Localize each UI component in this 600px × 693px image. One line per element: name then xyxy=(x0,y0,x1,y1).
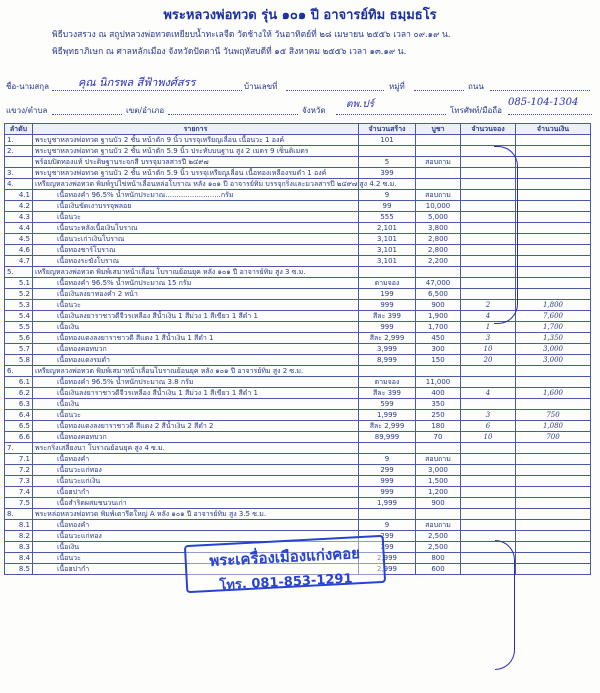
row-index: 7. xyxy=(5,443,33,454)
row-amount[interactable] xyxy=(516,135,591,146)
row-item: เนื้อทองแดงลงยาราชาวดี สีแดง 1 สีน้ำเงิน 1 สีดำ 1 xyxy=(33,333,359,344)
row-index: 1. xyxy=(5,135,33,146)
row-item: พระหล่อหลวงพ่อทวด พิมพ์เตารีดใหญ่ A หลัง ๑๐๑ ปี อาจารย์ทิม สูง 3.5 ซ.ม. xyxy=(33,509,359,520)
house-label: บ้านเลขที่ xyxy=(244,82,278,91)
row-item: พระกริ่งเสลี่ยงนา โบราณย้อนยุค สูง 4 ซ.ม. xyxy=(33,443,359,454)
shop-stamp xyxy=(184,535,386,593)
table-row xyxy=(5,399,591,410)
row-quantity: 2,101 xyxy=(359,223,416,234)
row-price: 2,800 xyxy=(416,245,461,256)
row-quantity xyxy=(359,146,416,157)
row-index: 6.5 xyxy=(5,421,33,432)
row-index: 4. xyxy=(5,179,33,190)
row-amount[interactable]: 750 xyxy=(516,410,591,421)
row-quantity: 9 xyxy=(359,190,416,201)
row-reserve[interactable] xyxy=(461,531,516,542)
row-amount[interactable]: 1,350 xyxy=(516,333,591,344)
row-quantity: 3,101 xyxy=(359,256,416,267)
row-index: 7.3 xyxy=(5,476,33,487)
row-price: 400 xyxy=(416,388,461,399)
row-amount[interactable]: 3,000 xyxy=(516,355,591,366)
table-row xyxy=(5,498,591,509)
table-row xyxy=(5,443,591,454)
row-quantity: 3,101 xyxy=(359,234,416,245)
row-index: 2. xyxy=(5,146,33,157)
row-quantity: สีละ 399 xyxy=(359,388,416,399)
row-reserve[interactable] xyxy=(461,366,516,377)
row-amount[interactable] xyxy=(516,278,591,289)
row-price: 47,000 xyxy=(416,278,461,289)
row-index: 5.5 xyxy=(5,322,33,333)
row-index: 3. xyxy=(5,168,33,179)
row-quantity: 89,999 xyxy=(359,432,416,443)
row-reserve[interactable] xyxy=(461,135,516,146)
row-item: พร้อมปิดทองแท้ ประดิษฐานระจกสี บรรจุมวลสารปี ๒๔๙๗ xyxy=(33,157,359,168)
row-reserve[interactable]: 4 xyxy=(461,311,516,322)
handwritten-bracket xyxy=(494,146,518,324)
row-amount[interactable] xyxy=(516,256,591,267)
row-index: 6.1 xyxy=(5,377,33,388)
province-label: จังหวัด xyxy=(302,106,326,115)
row-reserve[interactable]: 6 xyxy=(461,421,516,432)
row-amount[interactable] xyxy=(516,234,591,245)
table-row xyxy=(5,432,591,443)
district-label: เขต/อำเภอ xyxy=(126,106,165,115)
row-price: 3,000 xyxy=(416,465,461,476)
row-price: 900 xyxy=(416,498,461,509)
row-index: 5. xyxy=(5,267,33,278)
row-index: 4.4 xyxy=(5,223,33,234)
phone-label: โทรศัพท์/มือถือ xyxy=(450,106,502,115)
row-amount[interactable] xyxy=(516,245,591,256)
row-price: 350 xyxy=(416,399,461,410)
name-value[interactable]: คุณ นิกรพล สีฟ้าพงศ์สรร xyxy=(78,76,196,89)
row-price: 900 xyxy=(416,300,461,311)
row-index: 7.5 xyxy=(5,498,33,509)
row-item: เหรียญหลวงพ่อทวด พิมพ์รูปไข่หน้าเลื่อนหล่อโบราณ หลัง ๑๐๑ ปี อาจารย์ทิม บรรจุกริ่งและมวลสารปี ๒๔๙๗ สูง 4.2 ซ.ม. xyxy=(33,179,359,190)
row-price xyxy=(416,509,461,520)
row-index: 7.4 xyxy=(5,487,33,498)
table-row xyxy=(5,355,591,366)
row-price xyxy=(416,168,461,179)
row-quantity xyxy=(359,509,416,520)
road-line[interactable] xyxy=(490,90,590,91)
row-reserve[interactable]: 10 xyxy=(461,344,516,355)
row-amount[interactable] xyxy=(516,487,591,498)
row-price xyxy=(416,135,461,146)
row-index: 8.3 xyxy=(5,542,33,553)
row-item: เนื้อเงิน xyxy=(33,399,359,410)
row-amount[interactable]: 1,800 xyxy=(516,300,591,311)
row-index: 5.8 xyxy=(5,355,33,366)
row-quantity: 399 xyxy=(359,168,416,179)
row-index: 8.5 xyxy=(5,564,33,575)
row-reserve[interactable] xyxy=(461,487,516,498)
moo-line[interactable] xyxy=(414,90,464,91)
row-item: เนื้อเงิน xyxy=(33,322,359,333)
row-quantity: 299 xyxy=(359,465,416,476)
row-quantity: 1,999 xyxy=(359,498,416,509)
row-quantity: 599 xyxy=(359,399,416,410)
col-header-price: บูชา xyxy=(416,124,461,135)
row-price: 180 xyxy=(416,421,461,432)
row-reserve[interactable] xyxy=(461,509,516,520)
row-index: 4.2 xyxy=(5,201,33,212)
row-amount[interactable] xyxy=(516,267,591,278)
row-amount[interactable] xyxy=(516,542,591,553)
row-quantity: 3,999 xyxy=(359,344,416,355)
row-price: 2,800 xyxy=(416,234,461,245)
col-header-index: ลำดับ xyxy=(5,124,33,135)
row-index: 5.1 xyxy=(5,278,33,289)
row-quantity: 2,999 xyxy=(359,564,416,575)
table-row xyxy=(5,388,591,399)
row-item: เนื้อเงินลงยาราชาวดีจีวรเหลือง สีน้ำเงิน 1 สีม่วง 1 สีเขียว 1 สีดำ 1 xyxy=(33,388,359,399)
stamp-shop-name: พระเครื่องเมืองแก่งคอย xyxy=(208,544,361,570)
row-item: เนื้อทองคำ xyxy=(33,454,359,465)
row-amount[interactable] xyxy=(516,520,591,531)
row-reserve[interactable] xyxy=(461,377,516,388)
row-item: เนื้อทองคำ 96.5% น้ำหนักประมาณ.........................กรัม xyxy=(33,190,359,201)
row-price: 800 xyxy=(416,553,461,564)
row-item: เนื้อทองคอทบวก xyxy=(33,432,359,443)
row-amount[interactable] xyxy=(516,564,591,575)
row-amount[interactable] xyxy=(516,443,591,454)
row-amount[interactable] xyxy=(516,498,591,509)
row-quantity: สีละ 2,999 xyxy=(359,333,416,344)
row-item: เหรียญหลวงพ่อทวด พิมพ์เสมาหน้าเลื่อน โบราณย้อนยุค หลัง ๑๐๑ ปี อาจารย์ทิม สูง 3 ซ.ม. xyxy=(33,267,359,278)
table-row xyxy=(5,465,591,476)
row-item: เนื้อนวะ xyxy=(33,553,359,564)
row-item: เนื้อเงินลงยาราชาวดีจีวรเหลือง สีน้ำเงิน 1 สีม่วง 1 สีเขียว 1 สีดำ 1 xyxy=(33,311,359,322)
moo-label: หมู่ที่ xyxy=(389,82,405,91)
row-item: เนื้อทองคำ 96.5% น้ำหนักประมาณ 15 กรัม xyxy=(33,278,359,289)
ceremony-line-1: พิธีบวงสรวง ณ สถูปหลวงพ่อทวดเหยียบน้ำทะเลจืด วัดช้างให้ วันอาทิตย์ที่ ๒๘ เมษายน ๒๕๕๖ เวลา ๐๙.๑๙ น. xyxy=(52,30,451,40)
row-item: เนื้อทองคอทบวก xyxy=(33,344,359,355)
row-amount[interactable] xyxy=(516,223,591,234)
row-index: 4.5 xyxy=(5,234,33,245)
row-reserve[interactable]: 1 xyxy=(461,322,516,333)
row-item: เนื้อทองแดงรมดำ xyxy=(33,355,359,366)
row-item: เนื้อนวะแก่เงิน xyxy=(33,476,359,487)
table-row xyxy=(5,135,591,146)
row-amount[interactable] xyxy=(516,366,591,377)
row-price: 600 xyxy=(416,564,461,575)
row-index: 6.2 xyxy=(5,388,33,399)
row-price: 2,200 xyxy=(416,256,461,267)
row-index: 5.3 xyxy=(5,300,33,311)
phone-line xyxy=(508,114,592,115)
row-amount[interactable] xyxy=(516,509,591,520)
district-line[interactable] xyxy=(168,114,298,115)
row-item: เนื้อเงิน xyxy=(33,542,359,553)
row-quantity: 5 xyxy=(359,157,416,168)
row-item: เหรียญหลวงพ่อทวด พิมพ์เสมาหน้าเลื่อนโบราณย้อนยุค หลัง ๑๐๑ ปี อาจารย์ทิม สูง 2 ซ.ม. xyxy=(33,366,359,377)
table-row xyxy=(5,377,591,388)
row-amount[interactable]: 3,000 xyxy=(516,344,591,355)
row-price: สอบถาม xyxy=(416,190,461,201)
house-line[interactable] xyxy=(286,90,384,91)
table-row xyxy=(5,366,591,377)
row-reserve[interactable]: 2 xyxy=(461,300,516,311)
phone-value[interactable]: 085-104-1304 xyxy=(508,97,579,108)
row-quantity: 9 xyxy=(359,454,416,465)
row-reserve[interactable]: 10 xyxy=(461,432,516,443)
col-header-reserve: จำนวนจอง xyxy=(461,124,516,135)
row-index: 4.7 xyxy=(5,256,33,267)
row-reserve[interactable] xyxy=(461,498,516,509)
table-row xyxy=(5,509,591,520)
row-index: 8.2 xyxy=(5,531,33,542)
row-index xyxy=(5,157,33,168)
row-quantity: 999 xyxy=(359,300,416,311)
row-index: 8. xyxy=(5,509,33,520)
row-quantity: 101 xyxy=(359,135,416,146)
table-row xyxy=(5,421,591,432)
row-item: เนื้อทองชาร์โบราณ xyxy=(33,245,359,256)
row-reserve[interactable] xyxy=(461,476,516,487)
row-reserve[interactable] xyxy=(461,465,516,476)
row-index: 6. xyxy=(5,366,33,377)
table-row xyxy=(5,454,591,465)
row-amount[interactable] xyxy=(516,553,591,564)
row-item: เนื้อนวะ xyxy=(33,212,359,223)
row-index: 7.1 xyxy=(5,454,33,465)
row-reserve[interactable] xyxy=(461,454,516,465)
row-price: สอบถาม xyxy=(416,520,461,531)
row-amount[interactable] xyxy=(516,454,591,465)
row-price xyxy=(416,179,461,190)
table-header-row xyxy=(5,124,591,135)
table-row xyxy=(5,520,591,531)
row-amount[interactable]: 1,080 xyxy=(516,421,591,432)
ceremony-line-2: พิธีพุทธาภิเษก ณ ศาลหลักเมือง จังหวัดปัตตานี วันพฤหัสบดีที่ ๑๕ สิงหาคม ๒๕๕๖ เวลา ๑๓.๑๙ น. xyxy=(52,47,407,57)
row-quantity: ตามจอง xyxy=(359,278,416,289)
row-price: สอบถาม xyxy=(416,157,461,168)
stamp-phone: โทร. 081-853-1291 xyxy=(219,571,353,594)
row-index: 5.7 xyxy=(5,344,33,355)
row-amount[interactable]: 7,600 xyxy=(516,311,591,322)
row-price: 5,000 xyxy=(416,212,461,223)
row-reserve[interactable]: 20 xyxy=(461,355,516,366)
row-price: 2,500 xyxy=(416,531,461,542)
row-amount[interactable] xyxy=(516,168,591,179)
row-item: เนื้อทองคำ xyxy=(33,520,359,531)
row-amount[interactable] xyxy=(516,377,591,388)
row-reserve[interactable] xyxy=(461,443,516,454)
row-price: 2,500 xyxy=(416,542,461,553)
row-item: เนื้อสำริดผสมชนวนเก่า xyxy=(33,498,359,509)
row-index: 7.2 xyxy=(5,465,33,476)
row-quantity: 3,101 xyxy=(359,245,416,256)
subdistrict-label: แขวง/ตำบล xyxy=(6,106,48,115)
handwritten-bracket-2 xyxy=(495,540,515,670)
col-header-quantity: จำนวนสร้าง xyxy=(359,124,416,135)
table-row xyxy=(5,333,591,344)
row-index: 4.1 xyxy=(5,190,33,201)
province-value[interactable]: ตพ.ปร์ xyxy=(346,99,374,110)
row-price: 70 xyxy=(416,432,461,443)
row-quantity: 999 xyxy=(359,322,416,333)
row-item: เนื้อทองระฆังโบราณ xyxy=(33,256,359,267)
table-row xyxy=(5,410,591,421)
row-quantity: 199 xyxy=(359,289,416,300)
row-reserve[interactable]: 3 xyxy=(461,333,516,344)
row-item: พระบูชาหลวงพ่อทวด ฐานบัว 2 ชั้น หน้าตัก 5.9 นิ้ว บรรจุเหรียญเลื่อน เนื้อทองเหลืองรมดำ 1 องค์ xyxy=(33,168,359,179)
row-index: 6.3 xyxy=(5,399,33,410)
row-amount[interactable]: 1,600 xyxy=(516,388,591,399)
row-price: 1,900 xyxy=(416,311,461,322)
row-price: 1,200 xyxy=(416,487,461,498)
row-amount[interactable]: 1,700 xyxy=(516,322,591,333)
row-item: เนื้อเงินลงยาทองคำ 2 หน้า xyxy=(33,289,359,300)
row-price xyxy=(416,443,461,454)
row-quantity: สีละ 2,999 xyxy=(359,421,416,432)
page-title: พระหลวงพ่อทวด รุ่น ๑๐๑ ปี อาจารย์ทิม ธมฺมธโร xyxy=(163,8,437,23)
row-index: 6.6 xyxy=(5,432,33,443)
row-item: เนื้อเงินขัดเงาบรรจุพลอย xyxy=(33,201,359,212)
row-price: 3,800 xyxy=(416,223,461,234)
row-price: 6,500 xyxy=(416,289,461,300)
row-item: เนื้อทองคำ 96.5% น้ำหนักประมาณ 3.8 กรัม xyxy=(33,377,359,388)
row-reserve[interactable] xyxy=(461,399,516,410)
row-quantity: 999 xyxy=(359,487,416,498)
row-index: 4.3 xyxy=(5,212,33,223)
row-quantity: 555 xyxy=(359,212,416,223)
row-quantity: 999 xyxy=(359,476,416,487)
row-quantity: 99 xyxy=(359,201,416,212)
row-amount[interactable] xyxy=(516,212,591,223)
col-header-item: รายการ xyxy=(33,124,359,135)
row-index: 4.6 xyxy=(5,245,33,256)
row-reserve[interactable]: 4 xyxy=(461,388,516,399)
row-price: 1,700 xyxy=(416,322,461,333)
row-amount[interactable] xyxy=(516,179,591,190)
road-label: ถนน xyxy=(468,82,484,91)
table-row xyxy=(5,487,591,498)
row-quantity: ตามจอง xyxy=(359,377,416,388)
row-price: 10,000 xyxy=(416,201,461,212)
row-index: 8.1 xyxy=(5,520,33,531)
row-amount[interactable] xyxy=(516,146,591,157)
row-reserve[interactable] xyxy=(461,520,516,531)
row-amount[interactable] xyxy=(516,201,591,212)
row-index: 5.6 xyxy=(5,333,33,344)
row-index: 5.2 xyxy=(5,289,33,300)
row-item: เนื้อนวะ xyxy=(33,300,359,311)
row-index: 8.4 xyxy=(5,553,33,564)
subdistrict-line[interactable] xyxy=(52,114,122,115)
row-quantity: 8,999 xyxy=(359,355,416,366)
row-price: สอบถาม xyxy=(416,454,461,465)
row-item: พระบูชาหลวงพ่อทวด ฐานบัว 2 ชั้น หน้าตัก 5.9 นิ้ว ประทับบนฐาน สูง 2 เมตร 9 เซ็นติเมตร xyxy=(33,146,359,157)
row-amount[interactable] xyxy=(516,190,591,201)
row-quantity: 299 xyxy=(359,542,416,553)
row-price xyxy=(416,267,461,278)
row-quantity: 1,999 xyxy=(359,410,416,421)
row-price: 11,000 xyxy=(416,377,461,388)
row-index: 6.4 xyxy=(5,410,33,421)
row-amount[interactable] xyxy=(516,465,591,476)
row-item: เนื้อนวะ xyxy=(33,410,359,421)
row-amount[interactable]: 700 xyxy=(516,432,591,443)
row-quantity: 9 xyxy=(359,520,416,531)
row-price: 1,500 xyxy=(416,476,461,487)
row-item: เนื้อนวะแก่ทอง xyxy=(33,465,359,476)
row-price: 150 xyxy=(416,355,461,366)
row-quantity: 2,999 xyxy=(359,553,416,564)
row-reserve[interactable]: 3 xyxy=(461,410,516,421)
name-label: ชื่อ-นามสกุล xyxy=(6,82,49,91)
row-quantity: 299 xyxy=(359,531,416,542)
row-quantity xyxy=(359,267,416,278)
row-quantity: สีละ 399 xyxy=(359,311,416,322)
row-price: 300 xyxy=(416,344,461,355)
row-index: 5.4 xyxy=(5,311,33,322)
row-amount[interactable] xyxy=(516,399,591,410)
table-row xyxy=(5,476,591,487)
row-item: เนื้อนวะแก่ทอง xyxy=(33,531,359,542)
row-item: เนื้อฮปากำ xyxy=(33,487,359,498)
row-amount[interactable] xyxy=(516,476,591,487)
row-item: พระบูชาหลวงพ่อทวด ฐานบัว 2 ชั้น หน้าตัก 9 นิ้ว บรรจุเหรียญเลื่อน เนื้อนวะ 1 องค์ xyxy=(33,135,359,146)
row-price: 250 xyxy=(416,410,461,421)
row-price xyxy=(416,146,461,157)
table-row xyxy=(5,344,591,355)
row-item: เนื้อนวะเก่าเงินโบราณ xyxy=(33,234,359,245)
row-amount[interactable] xyxy=(516,289,591,300)
row-amount[interactable] xyxy=(516,531,591,542)
col-header-amount: จำนวนเงิน xyxy=(516,124,591,135)
province-line xyxy=(336,114,446,115)
row-amount[interactable] xyxy=(516,157,591,168)
row-quantity xyxy=(359,443,416,454)
row-price: 450 xyxy=(416,333,461,344)
row-item: เนื้อฮปากำ xyxy=(33,564,359,575)
row-item: เนื้อนวะหลังเนื้อเงินโบราณ xyxy=(33,223,359,234)
row-quantity xyxy=(359,366,416,377)
row-price xyxy=(416,366,461,377)
row-item: เนื้อทองแดงลงยาราชาวดี สีแดง 2 สีน้ำเงิน 2 สีดำ 2 xyxy=(33,421,359,432)
